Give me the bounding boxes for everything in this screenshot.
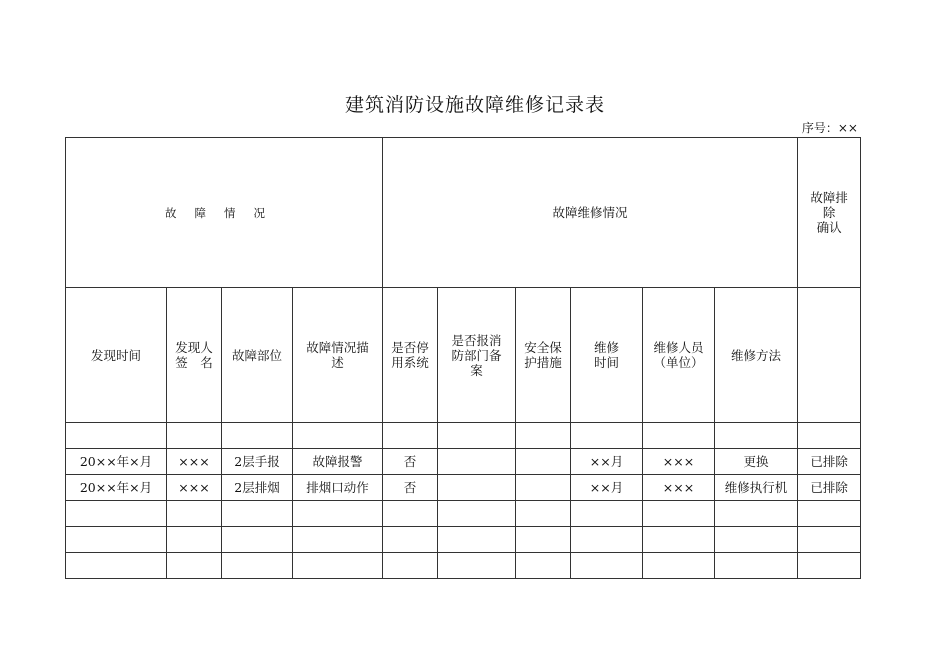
- table-row: [66, 449, 861, 475]
- table-row: [66, 423, 861, 449]
- cell-safety-measures: [516, 475, 571, 501]
- cell-found-time: 20××年×月: [66, 475, 167, 501]
- cell-repair-method: [715, 553, 798, 579]
- col-repair-time-line1: 维修: [593, 340, 619, 355]
- fault-repair-record-table: [65, 137, 861, 579]
- serial-number: 序号：××: [801, 121, 858, 135]
- cell-description: 故障报警: [293, 449, 383, 475]
- cell-location: [222, 527, 293, 553]
- col-confirm-blank: [798, 288, 861, 423]
- cell-found-time: 20××年×月: [66, 449, 167, 475]
- cell-confirmed: [798, 553, 861, 579]
- cell-finder: ×××: [167, 449, 222, 475]
- cell-confirmed: [798, 423, 861, 449]
- cell-repair-time: ××月: [571, 449, 643, 475]
- cell-report-fire-dept: [438, 553, 516, 579]
- col-finder-line1: 发现人: [175, 340, 213, 355]
- cell-repair-time: [571, 501, 643, 527]
- group-header-row: [66, 138, 861, 288]
- repair-group-label: 故障维修情况: [552, 205, 628, 220]
- cell-stop-system: 否: [383, 449, 438, 475]
- col-repair-method-label: 维修方法: [731, 347, 782, 363]
- cell-found-time: [66, 527, 167, 553]
- confirm-label-line1: 故障排: [810, 190, 848, 205]
- cell-repair-method: [715, 423, 798, 449]
- cell-repair-staff: [643, 553, 715, 579]
- cell-safety-measures: [516, 423, 571, 449]
- col-repair-method: [715, 288, 798, 423]
- cell-repair-method: [715, 501, 798, 527]
- cell-report-fire-dept: [438, 527, 516, 553]
- cell-location: [222, 501, 293, 527]
- cell-safety-measures: [516, 501, 571, 527]
- col-repair-staff-line1: 维修人员: [653, 340, 704, 355]
- col-report-fire-dept: [438, 288, 516, 423]
- cell-description: [293, 527, 383, 553]
- col-repair-staff-line2: （单位）: [653, 355, 704, 370]
- col-safety-line1: 安全保: [524, 340, 562, 355]
- col-finder-line2: 签 名: [175, 355, 213, 370]
- cell-confirmed: [798, 527, 861, 553]
- cell-location: [222, 423, 293, 449]
- cell-repair-method: [715, 527, 798, 553]
- col-found-time-label: 发现时间: [90, 347, 141, 363]
- cell-repair-time: [571, 527, 643, 553]
- cell-found-time: [66, 553, 167, 579]
- cell-repair-time: [571, 553, 643, 579]
- cell-repair-time: [571, 423, 643, 449]
- cell-safety-measures: [516, 553, 571, 579]
- col-description-line1: 故障情况描: [306, 340, 369, 355]
- cell-confirmed: [798, 501, 861, 527]
- cell-location: 2层手报: [222, 449, 293, 475]
- cell-safety-measures: [516, 527, 571, 553]
- col-description: [293, 288, 383, 423]
- col-location-label: 故障部位: [231, 347, 282, 363]
- table-row: [66, 553, 861, 579]
- col-safety-line2: 护措施: [524, 355, 562, 370]
- cell-report-fire-dept: [438, 501, 516, 527]
- cell-finder: [167, 527, 222, 553]
- cell-repair-method: 维修执行机: [715, 475, 798, 501]
- cell-confirmed: 已排除: [798, 449, 861, 475]
- cell-stop-system: [383, 553, 438, 579]
- cell-stop-system: 否: [383, 475, 438, 501]
- table-row: [66, 501, 861, 527]
- cell-confirmed: 已排除: [798, 475, 861, 501]
- confirm-group-header: [798, 138, 861, 288]
- cell-description: [293, 423, 383, 449]
- cell-report-fire-dept: [438, 475, 516, 501]
- table-row: [66, 527, 861, 553]
- col-finder: [167, 288, 222, 423]
- cell-repair-time: ××月: [571, 475, 643, 501]
- cell-report-fire-dept: [438, 423, 516, 449]
- cell-location: 2层排烟: [222, 475, 293, 501]
- col-stop-system-line2: 用系统: [391, 355, 429, 370]
- cell-description: [293, 501, 383, 527]
- cell-description: [293, 553, 383, 579]
- cell-repair-staff: ×××: [643, 475, 715, 501]
- col-report-line1: 是否报消: [451, 332, 502, 348]
- col-stop-system: [383, 288, 438, 423]
- cell-repair-staff: [643, 501, 715, 527]
- col-repair-time: [571, 288, 643, 423]
- record-rows: [66, 423, 861, 579]
- table-row: [66, 475, 861, 501]
- repair-group-header: [383, 138, 798, 288]
- cell-finder: [167, 423, 222, 449]
- col-stop-system-line1: 是否停: [391, 340, 429, 355]
- cell-repair-method: 更换: [715, 449, 798, 475]
- confirm-label-line3: 确认: [816, 220, 842, 235]
- cell-repair-staff: ×××: [643, 449, 715, 475]
- col-safety-measures: [516, 288, 571, 423]
- confirm-label-line2: 除: [822, 205, 836, 220]
- cell-found-time: [66, 423, 167, 449]
- cell-repair-staff: [643, 527, 715, 553]
- cell-location: [222, 553, 293, 579]
- cell-repair-staff: [643, 423, 715, 449]
- col-repair-staff: [643, 288, 715, 423]
- cell-safety-measures: [516, 449, 571, 475]
- column-header-row: [66, 288, 861, 423]
- col-location: [222, 288, 293, 423]
- col-report-line3: 案: [470, 362, 483, 378]
- cell-description: 排烟口动作: [293, 475, 383, 501]
- cell-stop-system: [383, 527, 438, 553]
- cell-report-fire-dept: [438, 449, 516, 475]
- cell-stop-system: [383, 501, 438, 527]
- fault-group-label: 故障情况: [165, 205, 283, 220]
- fault-group-header: [66, 138, 383, 288]
- col-repair-time-line2: 时间: [593, 355, 619, 370]
- cell-stop-system: [383, 423, 438, 449]
- cell-found-time: [66, 501, 167, 527]
- cell-finder: ×××: [167, 475, 222, 501]
- col-description-line2: 述: [331, 355, 344, 370]
- document-title: 建筑消防设施故障维修记录表: [344, 94, 605, 116]
- col-found-time: [66, 288, 167, 423]
- cell-finder: [167, 501, 222, 527]
- col-report-line2: 防部门备: [451, 347, 502, 363]
- cell-finder: [167, 553, 222, 579]
